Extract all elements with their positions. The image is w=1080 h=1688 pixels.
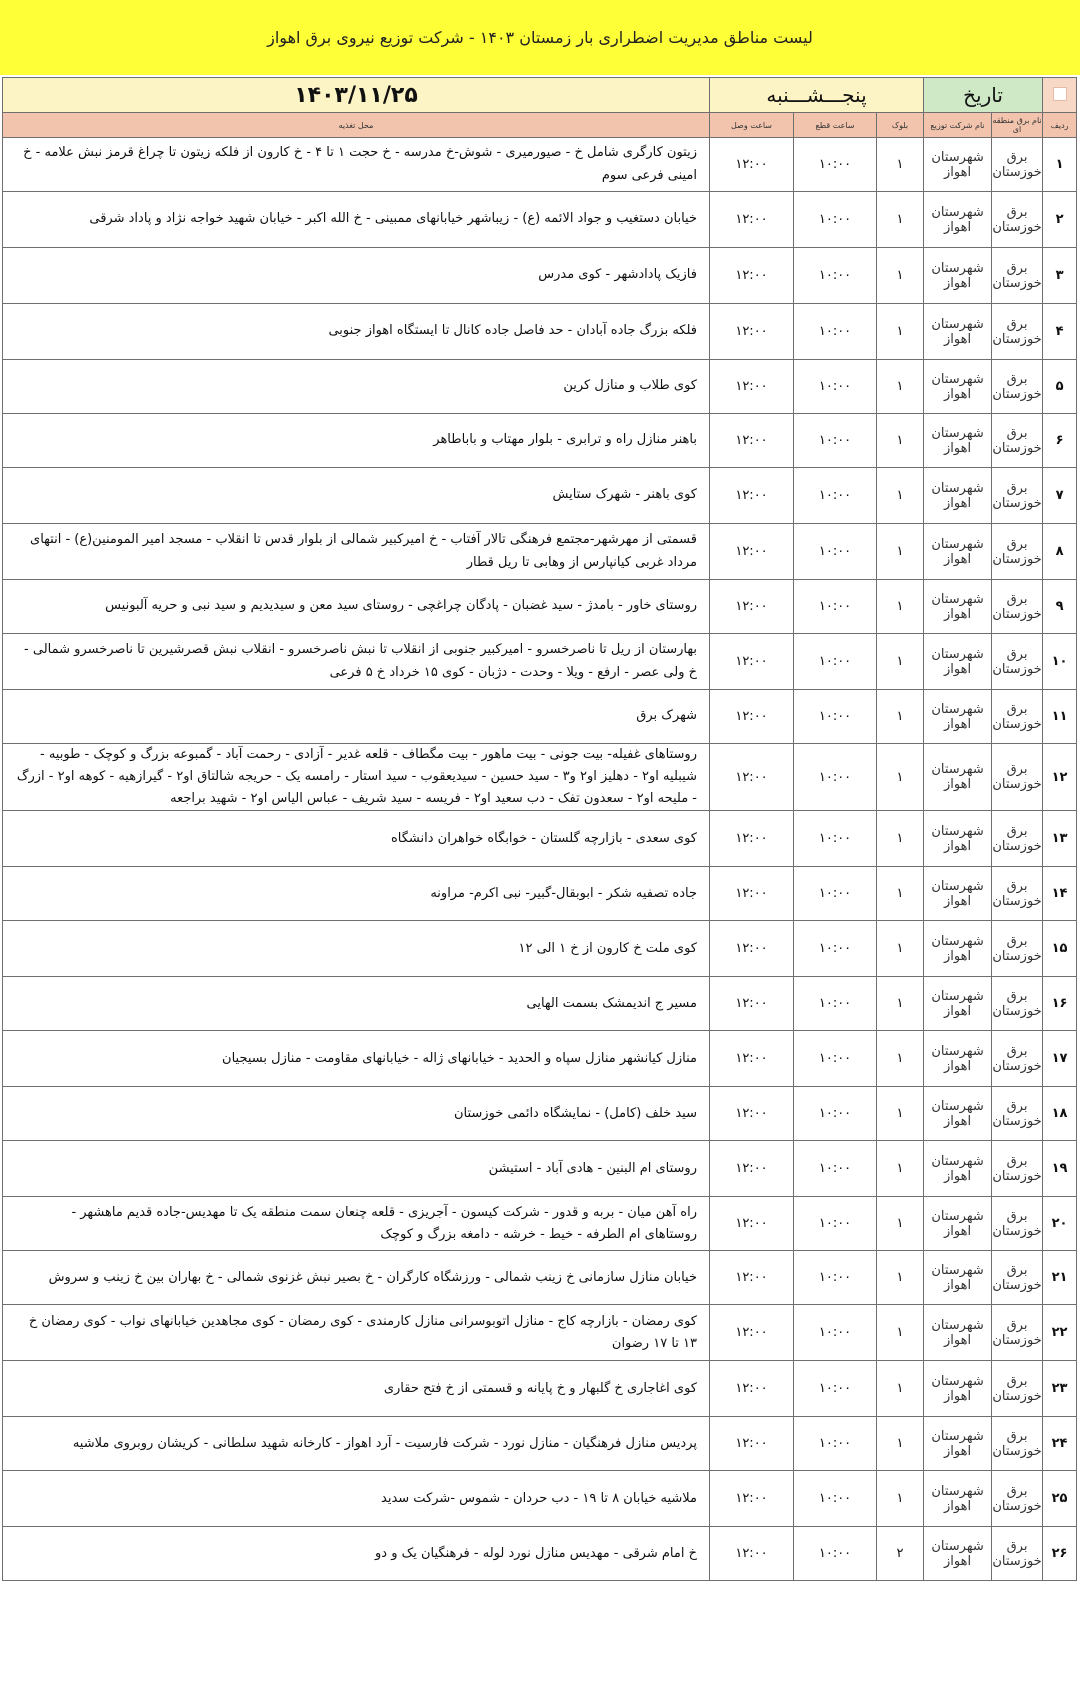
table-row [3,138,1077,192]
row-location: روستای ام البنین - هادی آباد - استیشن [3,1141,710,1197]
row-cut-time: ۱۰:۰۰ [794,1305,877,1361]
row-block: ۱ [877,524,924,580]
row-company: شهرستان اهواز [924,468,992,524]
row-location: کوی طلاب و منازل کرین [3,360,710,414]
row-location: راه آهن میان - بربه و قدور - شرکت کیسون - آجریزی - قلعه چنعان سمت منطقه یک تا مهدیس-جاده قدیم ماهشهر - روستاهای ام الطرفه - خیط - خرشه - دامغه بزرگ و کوچک [3,1197,710,1251]
row-company: شهرستان اهواز [924,1141,992,1197]
row-block: ۱ [877,138,924,192]
row-connect-time: ۱۲:۰۰ [710,977,794,1031]
row-cut-time: ۱۰:۰۰ [794,580,877,634]
table-row [3,977,1077,1031]
row-number: ۲۴ [1043,1417,1077,1471]
row-cut-time: ۱۰:۰۰ [794,977,877,1031]
row-block: ۱ [877,192,924,248]
row-cut-time: ۱۰:۰۰ [794,1141,877,1197]
row-location: خیابان دستغیب و جواد الائمه (ع) - زیباشهر خیابانهای ممبینی - خ الله اکبر - خیابان شهید خواجه نژاد و پاداد شرقی [3,192,710,248]
row-location: فازیک پادادشهر - کوی مدرس [3,248,710,304]
row-number: ۳ [1043,248,1077,304]
row-number: ۱۳ [1043,811,1077,867]
schedule-table [2,77,1077,1581]
row-location: کوی رمضان - بازارچه کاج - منازل اتوبوسرانی منازل کارمندی - کوی رمضان - کوی مجاهدین خیابانهای نواب - کوی رمضان خ ۱۳ تا ۱۷ رضوان [3,1305,710,1361]
row-connect-time: ۱۲:۰۰ [710,634,794,690]
row-company: شهرستان اهواز [924,248,992,304]
row-location: باهنر منازل راه و ترابری - بلوار مهتاب و باباطاهر [3,414,710,468]
table-row [3,1305,1077,1361]
row-region: برق خوزستان [992,304,1043,360]
row-cut-time: ۱۰:۰۰ [794,744,877,811]
header-block: بلوک [877,113,924,138]
row-company: شهرستان اهواز [924,524,992,580]
row-block: ۱ [877,1361,924,1417]
table-row [3,304,1077,360]
row-connect-time: ۱۲:۰۰ [710,468,794,524]
row-block: ۱ [877,634,924,690]
date-value: ۱۴۰۳/۱۱/۲۵ [3,78,710,113]
row-block: ۱ [877,1471,924,1527]
table-row [3,1141,1077,1197]
row-connect-time: ۱۲:۰۰ [710,1197,794,1251]
table-row [3,1417,1077,1471]
table-row [3,921,1077,977]
date-row [3,78,1077,113]
row-number: ۲۲ [1043,1305,1077,1361]
row-block: ۱ [877,360,924,414]
row-company: شهرستان اهواز [924,138,992,192]
row-block: ۱ [877,580,924,634]
row-connect-time: ۱۲:۰۰ [710,1141,794,1197]
row-connect-time: ۱۲:۰۰ [710,1417,794,1471]
row-company: شهرستان اهواز [924,1251,992,1305]
row-cut-time: ۱۰:۰۰ [794,921,877,977]
table-row [3,811,1077,867]
row-block: ۱ [877,1305,924,1361]
row-connect-time: ۱۲:۰۰ [710,1527,794,1581]
row-number: ۴ [1043,304,1077,360]
row-region: برق خوزستان [992,867,1043,921]
row-location: منازل کیانشهر منازل سپاه و الحدید - خیابانهای ژاله - خیابانهای مقاومت - منازل بسیجیان [3,1031,710,1087]
row-cut-time: ۱۰:۰۰ [794,1361,877,1417]
row-location: بهارستان از ریل تا ناصرخسرو - امیرکبیر جنوبی از انقلاب تا نبش ناصرخسرو - انقلاب نبش قصرشیرین تا ناصرخسرو شمالی - خ ولی عصر - ارفع - ویلا - وحدت - دژبان - کوی ۱۵ خرداد خ ۵ فرعی [3,634,710,690]
row-block: ۱ [877,690,924,744]
row-location: فلکه بزرگ جاده آبادان - حد فاصل جاده کانال تا ایستگاه اهواز جنوبی [3,304,710,360]
table-row [3,634,1077,690]
row-block: ۱ [877,1031,924,1087]
row-connect-time: ۱۲:۰۰ [710,921,794,977]
row-company: شهرستان اهواز [924,1361,992,1417]
row-cut-time: ۱۰:۰۰ [794,690,877,744]
row-connect-time: ۱۲:۰۰ [710,192,794,248]
row-number: ۱۴ [1043,867,1077,921]
row-number: ۲۵ [1043,1471,1077,1527]
row-connect-time: ۱۲:۰۰ [710,360,794,414]
table-row [3,1197,1077,1251]
row-location: خ امام شرقی - مهدیس منازل نورد لوله - فرهنگیان یک و دو [3,1527,710,1581]
row-company: شهرستان اهواز [924,1527,992,1581]
row-connect-time: ۱۲:۰۰ [710,744,794,811]
row-region: برق خوزستان [992,977,1043,1031]
row-location: کوی اغاجاری خ گلبهار و خ پایانه و قسمتی از خ فتح حقاری [3,1361,710,1417]
row-company: شهرستان اهواز [924,977,992,1031]
header-company: نام شرکت توزیع [924,113,992,138]
row-block: ۱ [877,811,924,867]
row-location: پردیس منازل فرهنگیان - منازل نورد - شرکت فارسیت - آرد اهواز - کارخانه شهید سلطانی - کریشان روبروی ملاشیه [3,1417,710,1471]
row-location: زیتون کارگری شامل خ - صیورمیری - شوش-خ مدرسه - خ حجت ۱ تا ۴ - خ کارون از فلکه زیتون تا چراغ قرمز نبش علامه - خ امینی فرعی سوم [3,138,710,192]
row-block: ۱ [877,468,924,524]
header-connect-time: ساعت وصل [710,113,794,138]
row-company: شهرستان اهواز [924,811,992,867]
header-row-number: ردیف [1043,113,1077,138]
table-row [3,744,1077,811]
row-location: جاده تصفیه شکر - ابوبقال-گبیر- نبی اکرم- مراونه [3,867,710,921]
row-region: برق خوزستان [992,1251,1043,1305]
row-connect-time: ۱۲:۰۰ [710,248,794,304]
row-location: خیابان منازل سازمانی خ زینب شمالی - ورزشگاه کارگران - خ بصیر نبش غزنوی شمالی - خ بهاران بین خ زینب و سروش [3,1251,710,1305]
row-region: برق خوزستان [992,1471,1043,1527]
row-region: برق خوزستان [992,634,1043,690]
row-location: سید خلف (کامل) - نمایشگاه دائمی خوزستان [3,1087,710,1141]
row-connect-time: ۱۲:۰۰ [710,1361,794,1417]
row-cut-time: ۱۰:۰۰ [794,1471,877,1527]
table-row [3,690,1077,744]
table-row [3,867,1077,921]
page-title: لیست مناطق مدیریت اضطراری بار زمستان ۱۴۰۳ - شرکت توزیع نیروی برق اهواز [267,28,813,47]
row-connect-time: ۱۲:۰۰ [710,1031,794,1087]
row-location: روستای خاور - بامدژ - سید غضبان - پادگان چراغچی - روستای سید معن و سیدیدیم و سید نبی و حریه آلبونیس [3,580,710,634]
row-number: ۱۷ [1043,1031,1077,1087]
row-cut-time: ۱۰:۰۰ [794,468,877,524]
row-cut-time: ۱۰:۰۰ [794,867,877,921]
table-row [3,248,1077,304]
row-connect-time: ۱۲:۰۰ [710,811,794,867]
table-row [3,1251,1077,1305]
row-block: ۱ [877,921,924,977]
row-block: ۲ [877,1527,924,1581]
row-company: شهرستان اهواز [924,744,992,811]
row-region: برق خوزستان [992,580,1043,634]
row-location: روستاهای غفیله- بیت جونی - بیت ماهور - بیت مگطاف - قلعه غدیر - آزادی - رحمت آباد - گمبوعه بزرگ و کوچک - طوبیه - شیبلیه او۲ - دهلیز او۲ و۳ - سید حسین - سیدیعقوب - سید استار - رامسه یک - حریجه شالتاق او۲ - گیرازهیه - کوهه او۲ - ازرگ - ملیحه او۲ - سعدون تفک - دب سعید او۲ - فریسه - سید شریف - عباس الیاس او۲ - شهید براجعه [3,744,710,811]
row-company: شهرستان اهواز [924,634,992,690]
row-region: برق خوزستان [992,690,1043,744]
row-region: برق خوزستان [992,248,1043,304]
row-cut-time: ۱۰:۰۰ [794,1417,877,1471]
row-company: شهرستان اهواز [924,1197,992,1251]
row-block: ۱ [877,1087,924,1141]
row-company: شهرستان اهواز [924,360,992,414]
row-block: ۱ [877,248,924,304]
header-cut-time: ساعت قطع [794,113,877,138]
row-cut-time: ۱۰:۰۰ [794,1031,877,1087]
row-cut-time: ۱۰:۰۰ [794,811,877,867]
row-number: ۹ [1043,580,1077,634]
row-number: ۷ [1043,468,1077,524]
row-block: ۱ [877,1417,924,1471]
row-number: ۲ [1043,192,1077,248]
row-connect-time: ۱۲:۰۰ [710,138,794,192]
row-number: ۲۶ [1043,1527,1077,1581]
row-cut-time: ۱۰:۰۰ [794,1197,877,1251]
row-number: ۸ [1043,524,1077,580]
row-company: شهرستان اهواز [924,1417,992,1471]
table-row [3,1087,1077,1141]
corner-mark [1053,87,1067,101]
row-region: برق خوزستان [992,744,1043,811]
row-connect-time: ۱۲:۰۰ [710,1471,794,1527]
row-company: شهرستان اهواز [924,1471,992,1527]
row-region: برق خوزستان [992,1305,1043,1361]
row-company: شهرستان اهواز [924,690,992,744]
row-location: کوی سعدی - بازارچه گلستان - خوابگاه خواهران دانشگاه [3,811,710,867]
row-cut-time: ۱۰:۰۰ [794,360,877,414]
row-company: شهرستان اهواز [924,921,992,977]
row-number: ۲۳ [1043,1361,1077,1417]
row-cut-time: ۱۰:۰۰ [794,1251,877,1305]
row-block: ۱ [877,977,924,1031]
row-location: کوی ملت خ کارون از خ ۱ الی ۱۲ [3,921,710,977]
row-location: قسمتی از مهرشهر-مجتمع فرهنگی تالار آفتاب - خ امیرکبیر شمالی از بلوار قدس تا انقلاب - مسجد امیر المومنین(ع) - انتهای مرداد غربی کیانپارس از وهابی تا ریل قطار [3,524,710,580]
row-number: ۱۶ [1043,977,1077,1031]
corner-cell [1043,78,1077,113]
row-connect-time: ۱۲:۰۰ [710,690,794,744]
row-company: شهرستان اهواز [924,580,992,634]
table-row [3,360,1077,414]
row-region: برق خوزستان [992,414,1043,468]
row-block: ۱ [877,1251,924,1305]
day-name: پنجـــشـــنبه [710,78,924,113]
row-connect-time: ۱۲:۰۰ [710,580,794,634]
row-connect-time: ۱۲:۰۰ [710,867,794,921]
row-number: ۱ [1043,138,1077,192]
table-row [3,1471,1077,1527]
row-cut-time: ۱۰:۰۰ [794,524,877,580]
row-region: برق خوزستان [992,1031,1043,1087]
row-connect-time: ۱۲:۰۰ [710,1087,794,1141]
row-cut-time: ۱۰:۰۰ [794,192,877,248]
row-connect-time: ۱۲:۰۰ [710,304,794,360]
row-number: ۱۸ [1043,1087,1077,1141]
row-block: ۱ [877,414,924,468]
row-company: شهرستان اهواز [924,304,992,360]
date-label: تاریخ [924,78,1043,113]
row-company: شهرستان اهواز [924,414,992,468]
row-number: ۱۱ [1043,690,1077,744]
header-location: محل تغذیه [3,113,710,138]
row-connect-time: ۱۲:۰۰ [710,414,794,468]
row-cut-time: ۱۰:۰۰ [794,1527,877,1581]
title-bar [0,0,1080,75]
table-row [3,1031,1077,1087]
row-region: برق خوزستان [992,360,1043,414]
row-region: برق خوزستان [992,192,1043,248]
row-connect-time: ۱۲:۰۰ [710,524,794,580]
table-row [3,468,1077,524]
row-block: ۱ [877,1141,924,1197]
row-company: شهرستان اهواز [924,192,992,248]
row-cut-time: ۱۰:۰۰ [794,138,877,192]
row-company: شهرستان اهواز [924,1031,992,1087]
row-number: ۶ [1043,414,1077,468]
row-cut-time: ۱۰:۰۰ [794,248,877,304]
row-region: برق خوزستان [992,1417,1043,1471]
row-region: برق خوزستان [992,921,1043,977]
row-region: برق خوزستان [992,1527,1043,1581]
row-cut-time: ۱۰:۰۰ [794,1087,877,1141]
row-number: ۲۰ [1043,1197,1077,1251]
row-company: شهرستان اهواز [924,1305,992,1361]
table-row [3,414,1077,468]
row-company: شهرستان اهواز [924,867,992,921]
table-row [3,1361,1077,1417]
row-region: برق خوزستان [992,468,1043,524]
row-location: مسیر ج اندیمشک بسمت الهایی [3,977,710,1031]
row-number: ۱۵ [1043,921,1077,977]
row-cut-time: ۱۰:۰۰ [794,634,877,690]
row-block: ۱ [877,1197,924,1251]
row-region: برق خوزستان [992,1361,1043,1417]
row-number: ۵ [1043,360,1077,414]
row-location: ملاشیه خیابان ۸ تا ۱۹ - دب حردان - شموس -شرکت سدید [3,1471,710,1527]
row-number: ۲۱ [1043,1251,1077,1305]
table-row [3,580,1077,634]
row-company: شهرستان اهواز [924,1087,992,1141]
row-region: برق خوزستان [992,524,1043,580]
row-block: ۱ [877,304,924,360]
row-block: ۱ [877,867,924,921]
header-row [3,113,1077,138]
table-row [3,192,1077,248]
row-number: ۱۹ [1043,1141,1077,1197]
table-row [3,1527,1077,1581]
row-region: برق خوزستان [992,1087,1043,1141]
row-cut-time: ۱۰:۰۰ [794,414,877,468]
row-connect-time: ۱۲:۰۰ [710,1251,794,1305]
row-number: ۱۲ [1043,744,1077,811]
table-row [3,524,1077,580]
row-location: کوی باهنر - شهرک ستایش [3,468,710,524]
header-region: نام برق منطقه ای [992,113,1043,138]
row-connect-time: ۱۲:۰۰ [710,1305,794,1361]
row-region: برق خوزستان [992,1197,1043,1251]
row-block: ۱ [877,744,924,811]
row-location: شهرک برق [3,690,710,744]
row-region: برق خوزستان [992,811,1043,867]
row-region: برق خوزستان [992,1141,1043,1197]
row-region: برق خوزستان [992,138,1043,192]
row-number: ۱۰ [1043,634,1077,690]
row-cut-time: ۱۰:۰۰ [794,304,877,360]
